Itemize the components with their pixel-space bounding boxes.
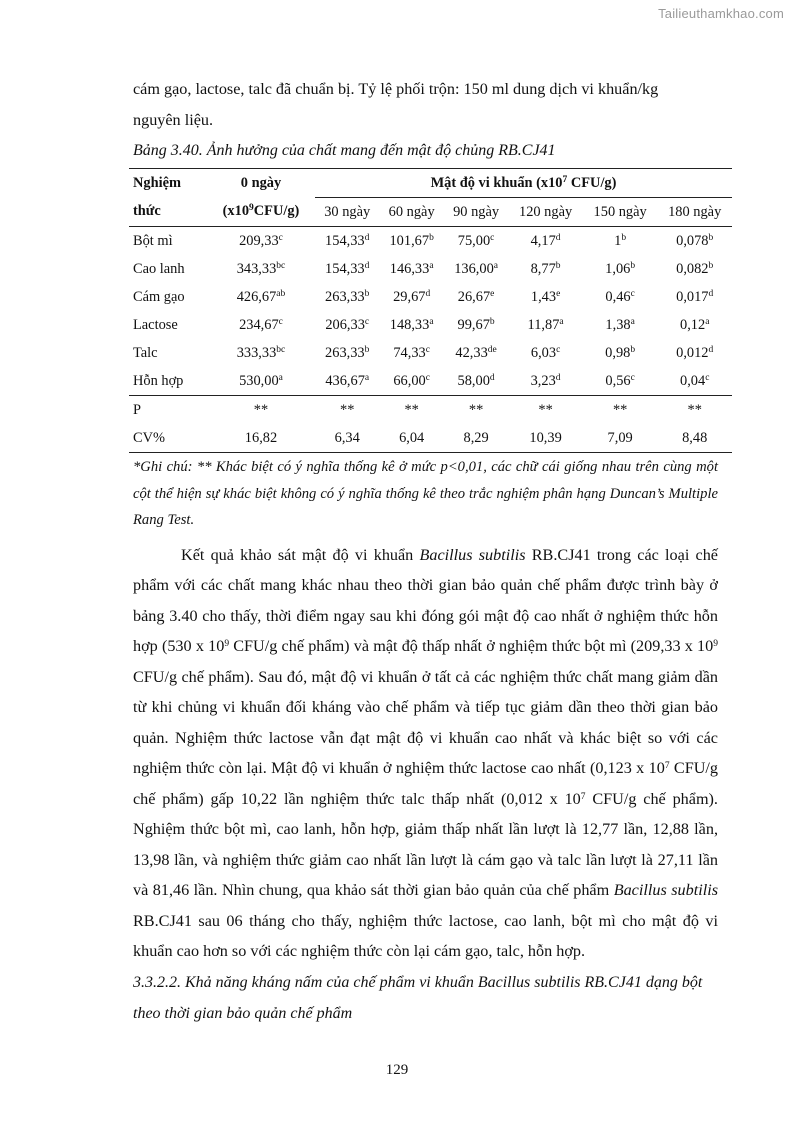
cell-value: 0,017 [676,288,709,305]
table-cell [583,283,658,311]
table-note: *Ghi chú: ** Khác biệt có ý nghĩa thống kê ở mức p<0,01, các chữ cái giống nhau trên cùng một cột thể hiện sự khác biệt không có ý nghĩa thống kê theo trắc nghiệm phân hạng Duncan’s Multiple Rang Test. [133,459,718,528]
table-cell [508,227,583,256]
cell-value: 0,98 [605,344,631,361]
table-cell [207,255,315,283]
cell-letter: a [429,260,434,271]
p-row-value: ** [207,396,315,425]
cell-value: 29,67 [393,288,426,305]
cell-value: 1,43 [530,288,557,305]
cell-value: 530,00 [239,372,279,389]
cell-value: 3,23 [530,372,556,389]
table-cell [444,255,508,283]
cell-value: 136,00 [454,260,494,277]
p-row-label: P [129,396,207,425]
cell-value: 0,56 [605,372,631,389]
table-cell [315,227,379,256]
cell-letter: e [490,288,495,299]
cell-letter: c [364,316,370,327]
header-day-2: 60 ngày [379,198,443,227]
cv-row-value: 6,04 [379,424,443,453]
carrier-density-table [129,168,732,453]
cv-row-value: 10,39 [508,424,583,453]
p-row-value: ** [508,396,583,425]
row-treatment-name: Cao lanh [133,260,185,277]
table-cell [657,255,732,283]
cell-letter: b [708,232,714,243]
cell-value: 206,33 [325,316,365,333]
table-cell [657,227,732,256]
table-cell [315,367,379,396]
cell-letter: b [708,260,714,271]
table-row [129,311,732,339]
table-cell [508,339,583,367]
table-cell [657,311,732,339]
cell-letter: ab [276,288,286,299]
table-cell [508,311,583,339]
table-cell [379,339,443,367]
cell-letter: c [630,288,635,299]
cell-letter: a [278,372,283,383]
table-cell [583,367,658,396]
table-cell [207,311,315,339]
table-cell [315,283,379,311]
cell-letter: b [630,344,636,355]
results-species-2: Bacillus subtilis [613,881,718,899]
header-treatment: Nghiệm [129,169,207,198]
cell-value: 426,67 [236,288,277,305]
table-cell [315,339,379,367]
cv-row [129,424,732,453]
cv-row-value: 7,09 [583,424,658,453]
cell-value: 1 [614,232,622,249]
cell-letter: b [621,232,627,243]
results-text-3: CFU/g chế phẩm) và mật độ thấp nhất ở nghiệm thức bột mì (209,33 x 10 [229,637,714,655]
cell-value: 263,33 [325,344,365,361]
table-cell [379,227,443,256]
cell-value: 0,12 [680,316,706,333]
header-day-0-unit [207,198,315,227]
results-exp-2: 9 [713,639,718,649]
table-cell [508,283,583,311]
results-text-4: CFU/g chế phẩm). Sau đó, mật độ vi khuẩn ở tất cả các nghiệm thức chất mang giảm dần từ khi chủng vi khuẩn đối kháng vào chế phẩm và tiếp tục giảm dần theo thời gian bảo quản. Nghiệm thức lactose vẫn đạt mật độ vi khuẩn cao nhất và khác biệt so với các nghiệm thức còn lại. Mật độ vi khuẩn ở nghiệm thức lactose cao nhất (0,123 x 10 [133,667,718,777]
row-treatment-name: Talc [133,344,158,361]
cell-letter: a [630,316,635,327]
cell-value: 436,67 [325,372,365,389]
cell-letter: b [364,344,370,355]
cell-letter: a [705,316,710,327]
table-header-row-1 [129,169,732,198]
cell-letter: d [555,232,561,243]
table-cell [583,339,658,367]
cell-letter: a [559,316,564,327]
cell-value: 0,082 [676,260,709,277]
header-day-6: 180 ngày [657,198,732,227]
header-day-0-unit-pre: (x10 [222,203,250,220]
cell-value: 333,33 [236,344,277,361]
cell-letter: bc [276,260,286,271]
p-row-value: ** [315,396,379,425]
cell-value: 58,00 [457,372,490,389]
results-exp-1: 9 [224,639,230,649]
cell-value: 75,00 [457,232,491,249]
cell-value: 0,46 [605,288,631,305]
results-exp-4: 7 [580,791,586,802]
cell-letter: d [708,344,714,355]
header-density-group-text: Mật độ vi khuẩn (x10 [430,174,563,191]
cell-value: 99,67 [457,316,490,333]
header-day-4: 120 ngày [508,198,583,227]
cell-value: 209,33 [239,232,279,249]
cell-letter: b [489,316,495,327]
p-row-value: ** [444,396,508,425]
cell-letter: c [278,316,283,327]
table-cell [207,367,315,396]
intro-paragraph [133,74,718,135]
intro-line-1: cám gạo, lactose, talc đã chuẩn bị. Tỷ lệ phối trộn: 150 ml dung dịch vi khuẩn/kg [133,80,659,98]
table-cell [583,255,658,283]
table-cell [583,227,658,256]
table-cell [207,227,315,256]
cell-letter: bc [276,344,286,355]
cell-value: 8,77 [530,260,556,277]
row-treatment-name: Cám gạo [133,288,185,305]
p-row-value: ** [583,396,658,425]
cell-value: 1,06 [605,260,631,277]
table-cell [444,283,508,311]
p-row-value: ** [657,396,732,425]
table-row [129,339,732,367]
cell-letter: d [364,260,370,271]
table-cell [207,283,315,311]
header-density-group-exp: 7 [562,174,568,185]
table-row [129,367,732,396]
table-cell [315,255,379,283]
table-header-row-2 [129,198,732,227]
header-day-0: 0 ngày [207,169,315,198]
cv-row-value: 6,34 [315,424,379,453]
table-cell [315,311,379,339]
cell-letter: c [490,232,495,243]
cell-letter: d [555,372,561,383]
cell-value: 263,33 [325,288,365,305]
results-exp-3: 7 [664,761,670,771]
cell-value: 146,33 [389,260,430,277]
results-text-5: CFU/g chế phẩm) gấp 10,22 lần nghiệm thức talc thấp nhất (0,012 x 10 [133,759,718,808]
table-cell [508,367,583,396]
table-cell [207,339,315,367]
row-treatment-name: Lactose [133,316,178,333]
table-cell [583,311,658,339]
results-paragraph [133,540,718,967]
p-row [129,396,732,425]
table-cell [657,283,732,311]
table-cell [379,255,443,283]
watermark: Tailieuthamkhao.com [658,6,784,21]
header-day-0-unit-exp: 9 [249,203,254,214]
section-heading: 3.3.2.2. Khả năng kháng nấm của chế phẩm vi khuẩn Bacillus subtilis RB.CJ41 dạng bột theo thời gian bảo quản chế phẩm [133,973,703,1022]
cv-row-value: 16,82 [207,424,315,453]
cv-row-label: CV% [129,424,207,453]
cell-value: 11,87 [527,316,560,333]
cell-letter: c [705,372,710,383]
cell-letter: de [487,344,497,355]
cell-value: 26,67 [457,288,491,305]
table-cell [379,367,443,396]
cell-value: 154,33 [325,260,365,277]
table-cell [508,255,583,283]
table-cell [444,367,508,396]
cv-row-value: 8,29 [444,424,508,453]
cell-letter: b [630,260,636,271]
cell-value: 66,00 [393,372,426,389]
p-row-value: ** [379,396,443,425]
cell-letter: a [429,316,434,327]
page-content [133,74,722,1029]
cell-value: 0,078 [676,232,709,249]
table-row [129,255,732,283]
cell-value: 0,012 [676,344,709,361]
header-density-group [315,169,732,198]
row-treatment-name: Bột mì [133,232,173,249]
cell-letter: b [555,260,561,271]
cell-value: 0,04 [680,372,706,389]
cell-letter: c [630,372,635,383]
cv-row-value: 8,48 [657,424,732,453]
results-text-6: CFU/g chế phẩm). Nghiệm thức bột mì, cao lanh, hỗn hợp, giảm thấp nhất lần lượt là 12,77 lần, 12,88 lần, 13,98 lần, và nghiệm thức giảm cao nhất lần lượt là cám gạo và talc lần lượt là 27,11 lần và 81,46 lần. Nhìn chung, qua khảo sát thời gian bảo quản của chế phẩm [133,789,718,899]
results-text-1: Kết quả khảo sát mật độ vi khuẩn [181,545,420,564]
cell-letter: e [556,288,561,299]
header-density-group-unit: CFU/g) [567,174,617,191]
table-caption: Bảng 3.40. Ảnh hưởng của chất mang đến mật độ chủng RB.CJ41 [133,142,556,159]
table-row [129,227,732,256]
header-day-5: 150 ngày [583,198,658,227]
cell-value: 6,03 [530,344,557,361]
cell-letter: c [556,344,561,355]
table-row [129,283,732,311]
row-treatment-name: Hỗn hợp [133,372,184,389]
cell-value: 101,67 [389,232,430,249]
intro-line-2: nguyên liệu. [133,110,214,129]
cell-value: 343,33 [236,260,277,277]
cell-letter: c [425,372,430,383]
cell-letter: d [489,372,495,383]
cell-letter: a [364,372,370,383]
cell-letter: b [364,288,370,299]
cell-letter: d [708,288,714,299]
table-cell [444,339,508,367]
table-cell [657,367,732,396]
header-treatment-2: thức [129,198,207,227]
table-cell [444,227,508,256]
cell-letter: c [425,344,430,355]
cell-letter: d [425,288,431,299]
cell-value: 74,33 [393,344,426,361]
header-day-0-unit-post: CFU/g) [253,203,300,220]
cell-value: 42,33 [455,344,488,361]
cell-value: 234,67 [239,316,279,333]
cell-letter: d [364,232,370,243]
table-cell [379,311,443,339]
results-text-7: RB.CJ41 sau 06 tháng cho thấy, nghiệm thức lactose, cao lanh, bột mì cho mật độ vi khuẩn cao hơn so với các nghiệm thức còn lại cám gạo, talc, hỗn hợp. [133,911,718,960]
cell-value: 4,17 [530,232,556,249]
table-cell [657,339,732,367]
results-species-1: Bacillus subtilis [419,545,526,564]
page-number: 129 [385,1062,409,1078]
results-text-2: RB.CJ41 trong các loại chế phẩm với các chất mang khác nhau theo thời gian bảo quản chế phẩm được trình bày ở bảng 3.40 cho thấy, thời điểm ngay sau khi đóng gói mật độ cao nhất ở nghiệm thức hỗn hợp (530 x 10 [133,545,718,655]
table-cell [444,311,508,339]
cell-letter: a [493,260,498,271]
cell-value: 1,38 [605,316,631,333]
cell-letter: c [278,232,283,243]
header-day-1: 30 ngày [315,198,379,227]
header-day-3: 90 ngày [444,198,508,227]
cell-value: 148,33 [389,316,430,333]
table-cell [379,283,443,311]
cell-value: 154,33 [325,232,365,249]
cell-letter: b [429,232,434,243]
